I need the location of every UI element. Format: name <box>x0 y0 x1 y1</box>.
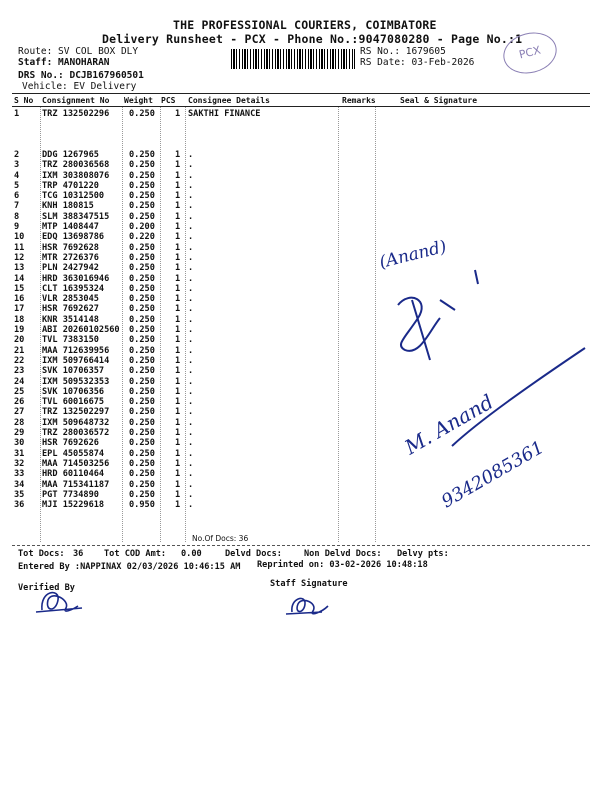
row-consignee: . <box>188 211 194 222</box>
row-consignee: . <box>188 448 194 459</box>
row-pcs: 1 <box>175 232 181 243</box>
row-consignment-no: SVK 10706356 <box>42 386 105 397</box>
row-sno: 19 <box>14 325 25 336</box>
delvy-pts: Delvy pts: <box>397 549 449 559</box>
row-consignment-no: TCG 10312500 <box>42 191 105 202</box>
row-weight: 0.250 <box>129 263 155 274</box>
row-consignment-no: TRZ 132502297 <box>42 407 110 418</box>
table-row <box>14 438 594 448</box>
row-sno: 16 <box>14 294 25 305</box>
row-consignment-no: IXM 509532353 <box>42 376 110 387</box>
row-consignee: . <box>188 479 194 490</box>
row-sno: 12 <box>14 252 25 263</box>
row-consignment-no: PLN 2427942 <box>42 263 99 274</box>
table-row <box>14 243 594 253</box>
row-pcs: 1 <box>175 345 181 356</box>
delvd-docs: Delvd Docs: <box>225 549 282 559</box>
row-weight: 0.250 <box>129 109 155 119</box>
table-row <box>14 201 594 211</box>
row-weight: 0.250 <box>129 345 155 356</box>
rs-number: RS No.: 1679605 <box>360 46 446 57</box>
row-consignment-no: CLT 16395324 <box>42 283 105 294</box>
row-consignment-no: KNH 180815 <box>42 201 94 212</box>
row-consignment-no: PGT 7734890 <box>42 489 99 500</box>
table-row <box>14 212 594 222</box>
row-pcs: 1 <box>175 397 181 408</box>
table-row <box>14 253 594 263</box>
table-row <box>14 449 594 459</box>
rs-date: RS Date: 03-Feb-2026 <box>360 57 475 68</box>
table-row <box>14 377 594 387</box>
row-consignee: . <box>188 222 194 233</box>
tot-docs-value: 36 <box>73 549 84 559</box>
verified-by-label: Verified By <box>18 583 75 593</box>
row-pcs: 1 <box>175 500 181 511</box>
row-weight: 0.250 <box>129 489 155 500</box>
row-consignee: . <box>188 170 194 181</box>
row-pcs: 1 <box>175 386 181 397</box>
table-end-rule <box>12 545 590 546</box>
row-weight: 0.250 <box>129 170 155 181</box>
row-sno: 27 <box>14 407 25 418</box>
row-pcs: 1 <box>175 355 181 366</box>
row-consignee: . <box>188 355 194 366</box>
handwritten-note: (Anand) <box>377 236 449 273</box>
row-sno: 13 <box>14 263 25 274</box>
row-pcs: 1 <box>175 376 181 387</box>
table-row <box>14 356 594 366</box>
row-weight: 0.250 <box>129 417 155 428</box>
table-row <box>14 469 594 479</box>
col-consignment: Consignment No <box>42 96 110 105</box>
row-consignment-no: TVL 7383150 <box>42 335 99 346</box>
row-consignee: . <box>188 469 194 480</box>
col-seal: Seal & Signature <box>400 96 478 105</box>
row-weight: 0.250 <box>129 283 155 294</box>
row-pcs: 1 <box>175 335 181 346</box>
row-consignment-no: IXM 509648732 <box>42 417 110 428</box>
row-sno: 25 <box>14 386 25 397</box>
table-row <box>14 490 594 500</box>
table-row <box>14 428 594 438</box>
row-weight: 0.250 <box>129 304 155 315</box>
verified-by-signature <box>36 593 82 612</box>
table-row <box>14 346 594 356</box>
row-sno: 36 <box>14 500 25 511</box>
row-consignment-no: EPL 45055874 <box>42 448 105 459</box>
row-sno: 35 <box>14 489 25 500</box>
row-weight: 0.250 <box>129 376 155 387</box>
table-row <box>14 222 594 232</box>
row-pcs: 1 <box>175 325 181 336</box>
row-sno: 28 <box>14 417 25 428</box>
row-consignment-no: KNR 3514148 <box>42 314 99 325</box>
row-consignment-no: DDG 1267965 <box>42 150 99 160</box>
table-row <box>14 397 594 407</box>
row-weight: 0.250 <box>129 252 155 263</box>
row-consignee: . <box>188 458 194 469</box>
staff-signature <box>286 598 328 614</box>
row-sno: 31 <box>14 448 25 459</box>
row-pcs: 1 <box>175 252 181 263</box>
tot-cod-value: 0.00 <box>181 549 202 559</box>
row-consignee: . <box>188 376 194 387</box>
table-row <box>14 325 594 335</box>
row-consignment-no: TRZ 280036568 <box>42 160 110 171</box>
row-consignee: . <box>188 397 194 408</box>
row-consignment-no: HSR 7692628 <box>42 242 99 253</box>
receiver-phone: 9342085361 <box>438 436 548 513</box>
row-pcs: 1 <box>175 407 181 418</box>
row-sno: 10 <box>14 232 25 243</box>
row-pcs: 1 <box>175 201 181 212</box>
row-weight: 0.250 <box>129 355 155 366</box>
table-row <box>14 335 594 345</box>
row-pcs: 1 <box>175 428 181 439</box>
row-pcs: 1 <box>175 180 181 191</box>
row-weight: 0.950 <box>129 500 155 511</box>
row-weight: 0.250 <box>129 438 155 449</box>
row-weight: 0.250 <box>129 314 155 325</box>
row-pcs: 1 <box>175 448 181 459</box>
table-row <box>14 263 594 273</box>
row-sno: 6 <box>14 191 20 202</box>
row-consignment-no: MAA 714503256 <box>42 458 110 469</box>
row-consignee: . <box>188 314 194 325</box>
row-sno: 20 <box>14 335 25 346</box>
table-row <box>14 304 594 314</box>
row-consignment-no: ABI 20260102560 <box>42 325 120 336</box>
row-pcs: 1 <box>175 366 181 377</box>
runsheet-title: Delivery Runsheet - PCX - Phone No.:9047080280 - Page No.:1 <box>102 32 523 46</box>
tot-docs-label: Tot Docs: <box>18 549 65 559</box>
row-consignment-no: HSR 7692627 <box>42 304 99 315</box>
row-consignment-no: TVL 60016675 <box>42 397 105 408</box>
row-sno: 23 <box>14 366 25 377</box>
row-sno: 21 <box>14 345 25 356</box>
row-weight: 0.250 <box>129 428 155 439</box>
row-pcs: 1 <box>175 191 181 202</box>
row-sno: 1 <box>14 109 20 119</box>
row-consignee: . <box>188 417 194 428</box>
table-row <box>14 181 594 191</box>
row-consignee: SAKTHI FINANCE <box>188 109 261 119</box>
row-consignee: . <box>188 345 194 356</box>
row-sno: 11 <box>14 242 25 253</box>
row-consignee: . <box>188 325 194 336</box>
row-consignment-no: HRD 363016946 <box>42 273 110 284</box>
row-sno: 22 <box>14 355 25 366</box>
row-weight: 0.250 <box>129 180 155 191</box>
row-sno: 7 <box>14 201 20 212</box>
reprinted-on: Reprinted on: 03-02-2026 10:48:18 <box>257 560 428 570</box>
row-consignment-no: VLR 2853045 <box>42 294 99 305</box>
row-pcs: 1 <box>175 283 181 294</box>
table-row <box>14 160 594 170</box>
table-row <box>14 284 594 294</box>
row-sno: 30 <box>14 438 25 449</box>
row-sno: 4 <box>14 170 20 181</box>
row-consignment-no: TRZ 280036572 <box>42 428 110 439</box>
row-weight: 0.220 <box>129 232 155 243</box>
row-consignment-no: SVK 10706357 <box>42 366 105 377</box>
row-consignment-no: HSR 7692626 <box>42 438 99 449</box>
row-consignment-no: TRZ 132502296 <box>42 109 110 119</box>
row-weight: 0.250 <box>129 366 155 377</box>
row-pcs: 1 <box>175 242 181 253</box>
row-sno: 3 <box>14 160 20 171</box>
table-row <box>14 407 594 417</box>
row-consignment-no: EDQ 13698786 <box>42 232 105 243</box>
row-weight: 0.250 <box>129 294 155 305</box>
row-sno: 18 <box>14 314 25 325</box>
row-sno: 32 <box>14 458 25 469</box>
table-row <box>14 480 594 490</box>
table-row <box>14 418 594 428</box>
row-pcs: 1 <box>175 438 181 449</box>
row-consignee: . <box>188 407 194 418</box>
row-consignment-no: MTR 2726376 <box>42 252 99 263</box>
table-row <box>14 232 594 242</box>
table-row <box>14 191 594 201</box>
barcode <box>231 49 355 69</box>
row-sno: 15 <box>14 283 25 294</box>
row-pcs: 1 <box>175 458 181 469</box>
row-weight: 0.250 <box>129 325 155 336</box>
row-weight: 0.250 <box>129 201 155 212</box>
runsheet-table <box>14 109 594 513</box>
row-consignee: . <box>188 232 194 243</box>
row-weight: 0.250 <box>129 386 155 397</box>
row-pcs: 1 <box>175 160 181 171</box>
row-weight: 0.250 <box>129 397 155 408</box>
row-sno: 5 <box>14 180 20 191</box>
row-consignee: . <box>188 180 194 191</box>
row-consignee: . <box>188 489 194 500</box>
row-pcs: 1 <box>175 273 181 284</box>
row-consignee: . <box>188 304 194 315</box>
row-pcs: 1 <box>175 469 181 480</box>
row-consignee: . <box>188 150 194 160</box>
row-sno: 8 <box>14 211 20 222</box>
row-pcs: 1 <box>175 294 181 305</box>
row-consignment-no: MTP 1408447 <box>42 222 99 233</box>
table-row <box>14 459 594 469</box>
header-top-rule <box>12 93 590 94</box>
row-consignee: . <box>188 386 194 397</box>
table-row <box>14 109 594 150</box>
table-row <box>14 315 594 325</box>
table-row <box>14 387 594 397</box>
row-weight: 0.250 <box>129 335 155 346</box>
row-pcs: 1 <box>175 211 181 222</box>
row-consignment-no: MAA 715341187 <box>42 479 110 490</box>
row-consignment-no: MAA 712639956 <box>42 345 110 356</box>
row-consignee: . <box>188 500 194 511</box>
row-sno: 26 <box>14 397 25 408</box>
row-pcs: 1 <box>175 304 181 315</box>
row-weight: 0.200 <box>129 222 155 233</box>
row-pcs: 1 <box>175 417 181 428</box>
row-consignee: . <box>188 273 194 284</box>
row-consignment-no: IXM 303808076 <box>42 170 110 181</box>
row-consignee: . <box>188 201 194 212</box>
row-sno: 9 <box>14 222 20 233</box>
row-weight: 0.250 <box>129 242 155 253</box>
row-consignee: . <box>188 428 194 439</box>
table-row <box>14 500 594 510</box>
row-pcs: 1 <box>175 489 181 500</box>
row-sno: 14 <box>14 273 25 284</box>
table-row <box>14 150 594 160</box>
table-row <box>14 294 594 304</box>
row-weight: 0.250 <box>129 458 155 469</box>
row-pcs: 1 <box>175 263 181 274</box>
row-weight: 0.250 <box>129 211 155 222</box>
col-sno: S No <box>14 96 34 105</box>
pcx-stamp: PCX <box>499 27 561 79</box>
col-pcs: PCS <box>161 96 176 105</box>
row-sno: 29 <box>14 428 25 439</box>
receiver-name: M. Anand <box>400 389 498 460</box>
row-consignee: . <box>188 283 194 294</box>
col-weight: Weight <box>124 96 153 105</box>
row-consignee: . <box>188 438 194 449</box>
row-sno: 17 <box>14 304 25 315</box>
row-consignee: . <box>188 252 194 263</box>
company-title: THE PROFESSIONAL COURIERS, COIMBATORE <box>173 18 437 32</box>
row-pcs: 1 <box>175 222 181 233</box>
table-row <box>14 171 594 181</box>
row-pcs: 1 <box>175 314 181 325</box>
no-of-docs: No.Of Docs: 36 <box>192 534 249 543</box>
col-remarks: Remarks <box>342 96 376 105</box>
row-weight: 0.250 <box>129 479 155 490</box>
table-row <box>14 274 594 284</box>
row-consignee: . <box>188 242 194 253</box>
row-consignment-no: MJI 15229618 <box>42 500 105 511</box>
row-consignee: . <box>188 294 194 305</box>
row-sno: 33 <box>14 469 25 480</box>
row-weight: 0.250 <box>129 407 155 418</box>
row-consignee: . <box>188 263 194 274</box>
row-weight: 0.250 <box>129 448 155 459</box>
staff-label: Staff: MANOHARAN <box>18 57 110 68</box>
row-weight: 0.250 <box>129 191 155 202</box>
header-bottom-rule <box>12 106 590 107</box>
entered-by: Entered By :NAPPINAX 02/03/2026 10:46:15 AM <box>18 562 241 572</box>
row-pcs: 1 <box>175 109 181 119</box>
row-weight: 0.250 <box>129 469 155 480</box>
row-weight: 0.250 <box>129 273 155 284</box>
row-consignment-no: TRP 4701220 <box>42 180 99 191</box>
row-pcs: 1 <box>175 150 181 160</box>
row-weight: 0.250 <box>129 150 155 160</box>
staff-signature-label: Staff Signature <box>270 579 348 589</box>
row-consignee: . <box>188 160 194 171</box>
vehicle-label: Vehicle: EV Delivery <box>22 81 137 92</box>
row-sno: 2 <box>14 150 20 160</box>
row-consignment-no: IXM 509766414 <box>42 355 110 366</box>
col-consignee: Consignee Details <box>188 96 270 105</box>
row-sno: 24 <box>14 376 25 387</box>
row-consignee: . <box>188 191 194 202</box>
row-pcs: 1 <box>175 479 181 490</box>
route-label: Route: SV COL BOX DLY <box>18 46 139 57</box>
row-pcs: 1 <box>175 170 181 181</box>
non-delvd-docs: Non Delvd Docs: <box>304 549 382 559</box>
row-consignment-no: SLM 388347515 <box>42 211 110 222</box>
drs-number: DRS No.: DCJB167960501 <box>18 70 144 81</box>
tot-cod-label: Tot COD Amt: <box>104 549 167 559</box>
row-consignment-no: HRD 60110464 <box>42 469 105 480</box>
table-row <box>14 366 594 376</box>
row-consignee: . <box>188 335 194 346</box>
row-consignee: . <box>188 366 194 377</box>
row-weight: 0.250 <box>129 160 155 171</box>
row-sno: 34 <box>14 479 25 490</box>
